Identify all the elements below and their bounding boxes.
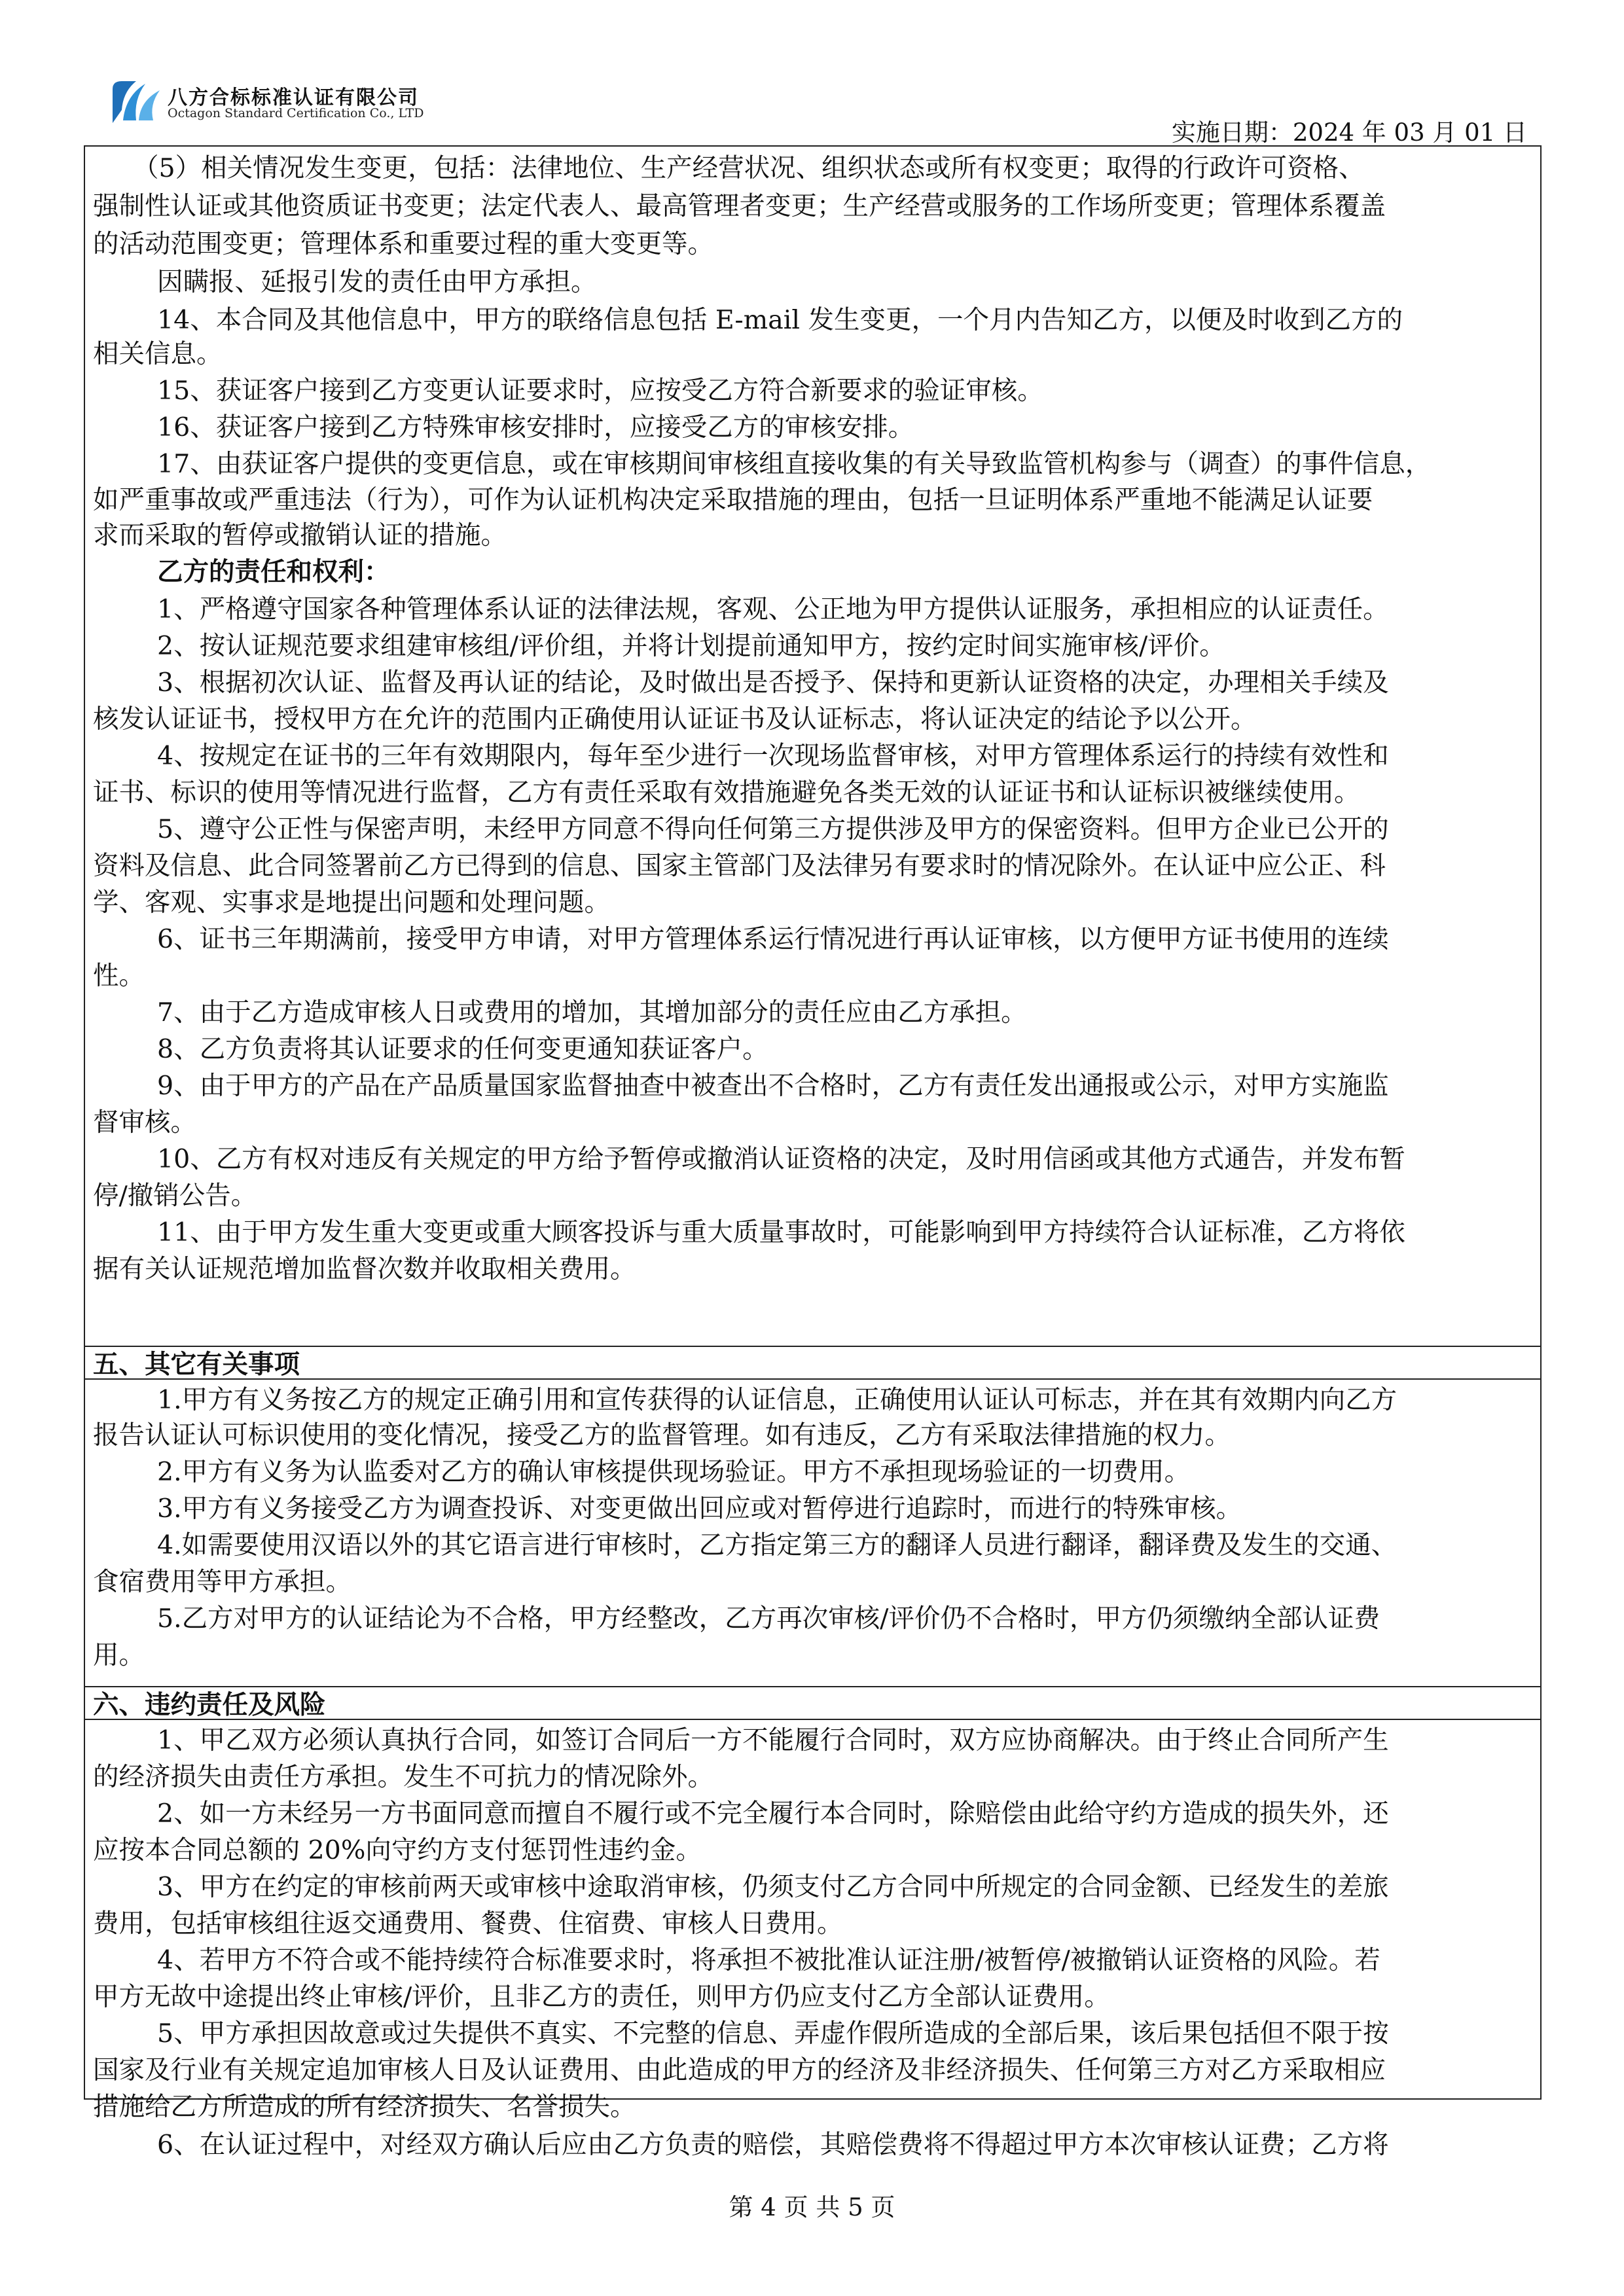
body-line: 5、遵守公正性与保密声明，未经甲方同意不得向任何第三方提供涉及甲方的保密资料。但甲方企业已公开的 [157, 814, 1389, 844]
body-line: （5）相关情况发生变更，包括：法律地位、生产经营状况、组织状态或所有权变更；取得的行政许可资格、 [133, 153, 1365, 183]
body-line: 1.甲方有义务按乙方的规定正确引用和宣传获得的认证信息，正确使用认证认可标志，并在其有效期内向乙方 [157, 1385, 1398, 1415]
body-line: 证书、标识的使用等情况进行监督，乙方有责任采取有效措施避免各类无效的认证证书和认证标识被继续使用。 [93, 778, 1360, 808]
body-line: 17、由获证客户提供的变更信息，或在审核期间审核组直接收集的有关导致监管机构参与（调查）的事件信息， [157, 449, 1432, 479]
body-line: 的活动范围变更；管理体系和重要过程的重大变更等。 [93, 229, 713, 259]
body-line: 5.乙方对甲方的认证结论为不合格，甲方经整改，乙方再次审核/评价仍不合格时，甲方仍须缴纳全部认证费 [157, 1604, 1380, 1634]
body-line: 11、由于甲方发生重大变更或重大顾客投诉与重大质量事故时，可能影响到甲方持续符合认证标准，乙方将依 [157, 1217, 1405, 1247]
logo-mark-icon [110, 77, 162, 126]
body-line: 学、客观、实事求是地提出问题和处理问题。 [93, 888, 610, 918]
body-line: 2、按认证规范要求组建审核组/评价组，并将计划提前通知甲方，按约定时间实施审核/评价。 [157, 631, 1225, 661]
body-line: 如严重事故或严重违法（行为），可作为认证机构决定采取措施的理由，包括一旦证明体系严重地不能满足认证要 [93, 485, 1373, 515]
section-divider [85, 1346, 1540, 1347]
body-line: 3、甲方在约定的审核前两天或审核中途取消审核，仍须支付乙方合同中所规定的合同金额、已经发生的差旅 [157, 1872, 1389, 1902]
body-line: 4、按规定在证书的三年有效期限内，每年至少进行一次现场监督审核，对甲方管理体系运行的持续有效性和 [157, 741, 1389, 771]
body-line: 14、本合同及其他信息中，甲方的联络信息包括 E-mail 发生变更，一个月内告知乙方，以便及时收到乙方的 [157, 305, 1403, 335]
body-line: 费用，包括审核组往返交通费用、餐费、住宿费、审核人日费用。 [93, 1909, 843, 1939]
company-name-en: Octagon Standard Certification Co., LTD [168, 106, 424, 120]
body-line: 用。 [93, 1640, 145, 1670]
section-heading-6: 六、违约责任及风险 [93, 1690, 326, 1720]
body-line: 3.甲方有义务接受乙方为调查投诉、对变更做出回应或对暂停进行追踪时，而进行的特殊审核。 [157, 1494, 1242, 1524]
body-line: 2.甲方有义务为认监委对乙方的确认审核提供现场验证。甲方不承担现场验证的一切费用。 [157, 1457, 1191, 1487]
body-line: 4.如需要使用汉语以外的其它语言进行审核时，乙方指定第三方的翻译人员进行翻译，翻译费及发生的交通、 [157, 1530, 1398, 1560]
body-line: 1、严格遵守国家各种管理体系认证的法律法规，客观、公正地为甲方提供认证服务，承担相应的认证责任。 [157, 594, 1389, 624]
body-line: 据有关认证规范增加监督次数并收取相关费用。 [93, 1254, 636, 1284]
body-line: 甲方无故中途提出终止审核/评价，且非乙方的责任，则甲方仍应支付乙方全部认证费用。 [93, 1982, 1110, 2012]
body-line: 停/撤销公告。 [93, 1181, 257, 1211]
body-line: 5、甲方承担因故意或过失提供不真实、不完整的信息、弄虚作假所造成的全部后果，该后果包括但不限于按 [157, 2018, 1389, 2049]
section-divider [85, 1686, 1540, 1687]
body-line: 3、根据初次认证、监督及再认证的结论，及时做出是否授予、保持和更新认证资格的决定，办理相关手续及 [157, 668, 1389, 698]
subsection-heading: 乙方的责任和权利： [157, 557, 390, 587]
body-line: 4、若甲方不符合或不能持续符合标准要求时，将承担不被批准认证注册/被暂停/被撤销认证资格的风险。若 [157, 1945, 1380, 1975]
company-logo [110, 77, 437, 130]
body-line: 性。 [93, 961, 145, 991]
body-line: 求而采取的暂停或撤销认证的措施。 [93, 520, 507, 550]
body-line: 核发认证证书，授权甲方在允许的范围内正确使用认证证书及认证标志，将认证决定的结论予以公开。 [93, 704, 1257, 734]
body-line: 9、由于甲方的产品在产品质量国家监督抽查中被查出不合格时，乙方有责任发出通报或公示，对甲方实施监 [157, 1071, 1389, 1101]
body-line: 1、甲乙双方必须认真执行合同，如签订合同后一方不能履行合同时，双方应协商解决。由于终止合同所产生 [157, 1725, 1389, 1755]
body-line: 强制性认证或其他资质证书变更；法定代表人、最高管理者变更；生产经营或服务的工作场所变更；管理体系覆盖 [93, 191, 1386, 221]
implementation-date: 实施日期：2024 年 03 月 01 日 [1171, 118, 1527, 147]
body-line: 报告认证认可标识使用的变化情况，接受乙方的监督管理。如有违反，乙方有采取法律措施的权力。 [93, 1420, 1231, 1450]
body-line: 相关信息。 [93, 339, 223, 369]
page-number: 第 4 页 共 5 页 [729, 2193, 895, 2221]
body-line: 督审核。 [93, 1107, 196, 1138]
body-line: 16、获证客户接到乙方特殊审核安排时，应接受乙方的审核安排。 [157, 412, 914, 442]
section-heading-5: 五、其它有关事项 [93, 1350, 300, 1380]
body-line: 6、在认证过程中，对经双方确认后应由乙方负责的赔偿，其赔偿费将不得超过甲方本次审核认证费；乙方将 [157, 2130, 1389, 2160]
body-line: 食宿费用等甲方承担。 [93, 1567, 352, 1597]
body-line: 的经济损失由责任方承担。发生不可抗力的情况除外。 [93, 1762, 713, 1792]
body-line: 15、获证客户接到乙方变更认证要求时，应按受乙方符合新要求的验证审核。 [157, 376, 1043, 406]
body-line: 国家及行业有关规定追加审核人日及认证费用、由此造成的甲方的经济及非经济损失、任何第三方对乙方采取相应 [93, 2055, 1386, 2085]
body-line: 资料及信息、此合同签署前乙方已得到的信息、国家主管部门及法律另有要求时的情况除外。在认证中应公正、科 [93, 851, 1386, 881]
section-divider [85, 1378, 1540, 1380]
body-line: 2、如一方未经另一方书面同意而擅自不履行或不完全履行本合同时，除赔偿由此给守约方造成的损失外，还 [157, 1799, 1389, 1829]
body-line: 应按本合同总额的 20%向守约方支付惩罚性违约金。 [93, 1835, 702, 1865]
body-line: 10、乙方有权对违反有关规定的甲方给予暂停或撤消认证资格的决定，及时用信函或其他方式通告，并发布暂 [157, 1144, 1405, 1174]
body-line: 因瞒报、延报引发的责任由甲方承担。 [157, 267, 597, 297]
body-line: 8、乙方负责将其认证要求的任何变更通知获证客户。 [157, 1034, 768, 1064]
company-name-cn: 八方合标标准认证有限公司 [168, 86, 419, 109]
body-line: 7、由于乙方造成审核人日或费用的增加，其增加部分的责任应由乙方承担。 [157, 997, 1027, 1028]
contract-body-frame [84, 145, 1542, 2160]
body-line: 措施给乙方所造成的所有经济损失、名誉损失。 [93, 2092, 636, 2122]
body-line: 6、证书三年期满前，接受甲方申请，对甲方管理体系运行情况进行再认证审核，以方便甲方证书使用的连续 [157, 924, 1389, 954]
